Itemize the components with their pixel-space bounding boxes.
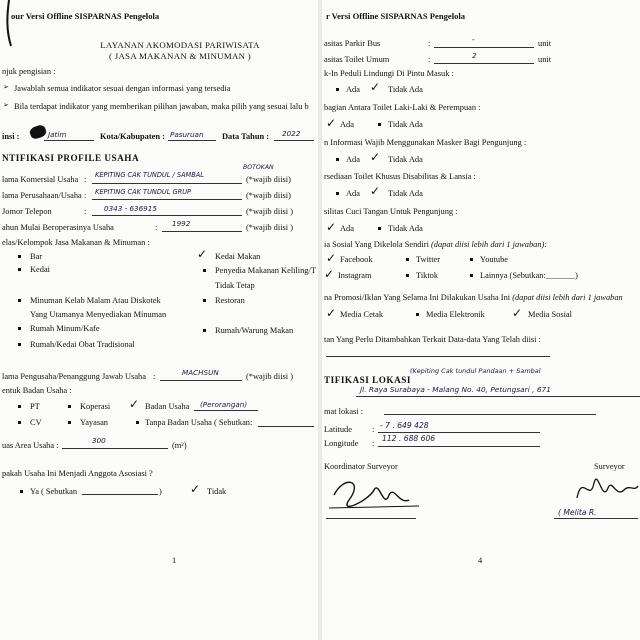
sosmed-label: ia Sosial Yang Dikelola Sendiri (dapat diisi lebih dari 1 jawaban): <box>324 240 548 249</box>
q4-tidak-ada[interactable]: Tidak Ada <box>388 189 423 198</box>
q4-ada[interactable]: Ada <box>346 189 360 198</box>
required-note: (*wajib diisi ) <box>246 372 293 381</box>
koordinator-signature <box>324 470 424 520</box>
option-tiktok[interactable]: Tiktok <box>416 271 439 280</box>
q5-ada[interactable]: Ada <box>340 224 354 233</box>
option-badan-usaha[interactable]: Badan Usaha <box>145 402 190 411</box>
check-mark-icon: ✓ <box>326 116 337 130</box>
kabupaten-underline <box>168 140 216 141</box>
owner-label: lama Pengusaha/Penanggung Jawab Usaha <box>2 372 146 381</box>
option-koperasi[interactable]: Koperasi <box>80 402 111 411</box>
company-name-label: lama Perusahaan/Usaha <box>2 191 82 200</box>
q5-tidak-ada[interactable]: Tidak Ada <box>388 224 423 233</box>
toilet-label: asitas Toilet Umum <box>324 55 390 64</box>
check-mark-icon: ✓ <box>197 247 208 261</box>
company-name-underline <box>92 199 242 200</box>
option-instagram[interactable]: Instagram <box>338 271 372 280</box>
question-peduli-lindungi: k-In Peduli Lindungi Di Pintu Masuk : <box>324 69 454 78</box>
option-bar[interactable]: Bar <box>30 252 43 261</box>
commercial-name-underline <box>92 183 242 184</box>
option-obat-tradisional[interactable]: Rumah/Kedai Obat Tradisional <box>30 340 135 349</box>
instructions-label: njuk pengisian : <box>2 67 56 76</box>
extra-notes-line <box>326 356 550 357</box>
longitude-value: 112 . 688 606 <box>382 434 436 443</box>
check-mark-icon: ✓ <box>370 150 381 164</box>
promo-label: na Promosi/Iklan Yang Selama Ini Dilakukan Usaha Ini (dapat diisi lebih dari 1 jawaban <box>324 293 623 302</box>
parkir-value: - <box>472 35 475 44</box>
question-cuci-tangan: silitas Cuci Tangan Untuk Pengunjung : <box>324 207 458 216</box>
year-label: Data Tahun : <box>222 132 270 141</box>
option-restoran[interactable]: Restoran <box>215 296 245 305</box>
company-name-value: KEPITING CAK TUNDUL GRUP <box>95 188 192 196</box>
area-label: uas Area Usaha : <box>2 441 59 450</box>
toilet-value: 2 <box>472 51 477 60</box>
association-question: pakah Usaha Ini Menjadi Anggota Asosiasi ? <box>2 469 153 478</box>
form-subtitle: ( JASA MAKANAN & MINUMAN ) <box>109 51 251 61</box>
check-mark-icon: ✓ <box>370 184 381 198</box>
form-title: LAYANAN AKOMODASI PARIWISATA <box>100 40 260 50</box>
tanpa-badan-underline <box>258 426 314 427</box>
instruction-2: Bila terdapat indikator yang memberikan pilihan jawaban, maka pilih yang sesuai lalu b <box>14 102 309 111</box>
option-cv[interactable]: CV <box>30 418 42 427</box>
surveyor-line <box>554 518 638 519</box>
class-label: elas/Kelompok Jasa Makanan & Minuman : <box>2 238 150 247</box>
option-rumah-minum[interactable]: Rumah Minum/Kafe <box>30 324 100 333</box>
alamat-label: mat lokasi : <box>324 407 364 416</box>
check-mark-icon: ✓ <box>512 306 523 320</box>
option-keliling-2: Tidak Tetap <box>215 281 255 290</box>
area-unit: (m²) <box>172 441 187 450</box>
toilet-underline <box>434 63 534 64</box>
option-media-elektronik[interactable]: Media Elektronik <box>426 310 485 319</box>
surveyor-signature <box>572 468 640 508</box>
check-mark-icon: ✓ <box>324 267 335 281</box>
option-tidak[interactable]: Tidak <box>207 487 227 496</box>
address-value: Jl. Raya Surabaya - Malang No. 40, Petungsari , 671 <box>360 385 551 394</box>
option-kedai-makan[interactable]: Kedai Makan <box>215 252 261 261</box>
toilet-unit: unit <box>538 55 552 64</box>
check-mark-icon: ✓ <box>326 220 337 234</box>
q1-ada[interactable]: Ada <box>346 85 360 94</box>
q1-tidak-ada[interactable]: Tidak Ada <box>388 85 423 94</box>
kabupaten-value: Pasuruan <box>170 130 204 139</box>
phone-underline <box>92 215 242 216</box>
phone-value: 0343 - 636915 <box>104 204 157 213</box>
commercial-name-value: KEPITING CAK TUNDUL / SAMBAL <box>95 171 204 179</box>
owner-value: MACHSUN <box>182 368 219 377</box>
year-started-value: 1992 <box>172 219 191 228</box>
arrow-bullet-icon: ➢ <box>3 83 9 91</box>
address-underline <box>356 396 640 397</box>
badan-usaha-underline <box>194 410 258 411</box>
check-mark-icon: ✓ <box>370 80 381 94</box>
surveyor-label: Surveyor <box>594 462 625 471</box>
parkir-label: asitas Parkir Bus <box>324 39 381 48</box>
question-disabilitas: rsediaan Toilet Khusus Disabilitas & Lansia : <box>324 172 476 181</box>
lokasi-handwritten: (Kepiting Cak tundul Pandaan + Sambal <box>410 367 541 375</box>
check-mark-icon: ✓ <box>326 251 337 265</box>
page-header: r Versi Offline SISPARNAS Pengelola <box>326 11 466 21</box>
alamat-underline <box>384 414 596 415</box>
option-kedai[interactable]: Kedai <box>30 265 50 274</box>
check-mark-icon: ✓ <box>190 482 201 496</box>
question-masker: n Informasi Wajib Menggunakan Masker Bagi Pengunjung : <box>324 138 527 147</box>
option-media-sosial[interactable]: Media Sosial <box>528 310 572 319</box>
required-note: (*wajib diisi) <box>246 191 291 200</box>
option-lainnya[interactable]: Lainnya (Sebutkan:_______) <box>480 271 578 280</box>
association-underline <box>82 494 158 495</box>
year-underline <box>274 140 314 141</box>
option-ya[interactable]: Ya ( Sebutkan <box>30 487 78 496</box>
option-tanpa-badan[interactable]: Tanpa Badan Usaha ( Sebutkan: <box>145 418 253 427</box>
year-value: 2022 <box>282 129 301 138</box>
q2-tidak-ada[interactable]: Tidak Ada <box>388 120 423 129</box>
form-page-1: our Versi Offline SISPARNAS Pengelola LAYANAN AKOMODASI PARIWISATA ( JASA MAKANAN & MINUMAN ) njuk pengisian : ➢ Jawablah semua indikator sesuai dengan informasi yang tersedia ➢ Bila terdapat indikator yang memberikan pilihan jawaban, maka pilih yang sesuai lalu b insi : Jatim Kota/Kabupaten : Pasuruan Data Tahun : 2022 NTIFIKASI PROFILE USAHA lama Komersial Usaha : KEPITING CAK TUNDUL / SAMBAL BOTOKAN (*wajib diisi) lama Perusahaan/Usaha : KEPITING CAK TUNDUL GRUP (*wajib diisi) Jomor Telepon : 0343 - 636915 (*wajib diisi ) ahun Mulai Beroperasinya Usaha : 1992 (*wajib diisi ) elas/Kelompok Jasa Makanan & Minuman : Bar ✓ Kedai Makan Kedai Penyedia Makanan Keliling/T Tidak Tetap Minuman Kelab Malam Atau Diskotek Yang Utamanya Menyediakan Minuman Restoran Rumah Minum/Kafe Rumah/Warung Makan Rumah/Kedai Obat Tradisional lama Pengusaha/Penanggung Jawab Usaha : MACHSUN (*wajib diisi ) entuk Badan Usaha : PT Koperasi ✓ Badan Usaha (Perorangan) CV Yayasan Tanpa Badan Usaha ( Sebutkan: uas Area Usaha : 300 (m²) pakah Usaha Ini Menjadi Anggota Asosiasi ? Ya ( Sebutkan ) ✓ Tidak 1 <box>0 0 318 640</box>
question-toilet-separation: bagian Antara Toilet Laki-Laki & Perempuan : <box>324 103 481 112</box>
commercial-name-extra: BOTOKAN <box>243 164 274 171</box>
page-number: 4 <box>478 556 483 565</box>
form-page-4: r Versi Offline SISPARNAS Pengelola asitas Parkir Bus : - unit asitas Toilet Umum : 2 unit k-In Peduli Lindungi Di Pintu Masuk : Ada ✓ Tidak Ada bagian Antara Toilet Laki-Laki & Perempuan : ✓ Ada Tidak Ada n Informasi Wajib Menggunakan Masker Bagi Pengunjung : Ada ✓ Tidak Ada rsediaan Toilet Khusus Disabilitas & Lansia : Ada ✓ Tidak Ada silitas Cuci Tangan Untuk Pengunjung : ✓ Ada Tidak Ada ia Sosial Yang Dikelola Sendiri (dapat diisi lebih dari 1 jawaban): ✓ Facebook Twitter Youtube ✓ Instagram Tiktok Lainnya (Sebutkan:_______) na Promosi/Iklan Yang Selama Ini Dilakukan Usaha Ini (dapat diisi lebih dari 1 jawaban ✓ Media Cetak Media Elektronik ✓ Media Sosial tan Yang Perlu Ditambahkan Terkait Data-data Yang Telah diisi : TIFIKASI LOKASI (Kepiting Cak tundul Pandaan + Sambal Jl. Raya Surabaya - Malang No. 40, Petungsari , 671 mat lokasi : Latitude : - 7 . 649 428 Longitude : 112 . 688 606 Koordinator Surveyor Surveyor ( Melita R. 4 <box>322 0 640 640</box>
required-note: (*wajib diisi ) <box>246 223 293 232</box>
q3-ada[interactable]: Ada <box>346 155 360 164</box>
longitude-underline <box>378 446 540 447</box>
area-underline <box>62 448 168 449</box>
check-mark-icon: ✓ <box>326 306 337 320</box>
province-label: insi : <box>2 132 20 141</box>
area-value: 300 <box>92 436 106 445</box>
extra-notes-label: tan Yang Perlu Ditambahkan Terkait Data-data Yang Telah diisi : <box>324 335 541 344</box>
option-media-cetak[interactable]: Media Cetak <box>340 310 384 319</box>
parkir-underline <box>434 47 534 48</box>
section-profile-title: NTIFIKASI PROFILE USAHA <box>2 153 140 163</box>
required-note: (*wajib diisi ) <box>246 207 293 216</box>
owner-underline <box>160 380 242 381</box>
q2-ada[interactable]: Ada <box>340 120 354 129</box>
required-note: (*wajib diisi) <box>246 175 291 184</box>
option-rumah-warung[interactable]: Rumah/Warung Makan <box>215 326 294 335</box>
check-mark-icon: ✓ <box>129 397 140 411</box>
option-twitter[interactable]: Twitter <box>416 255 441 264</box>
ink-blot-icon <box>28 124 47 141</box>
option-youtube[interactable]: Youtube <box>480 255 509 264</box>
province-value: Jatim <box>48 130 67 139</box>
pen-mark-icon <box>2 0 16 48</box>
province-underline <box>44 140 94 141</box>
phone-label: Jomor Telepon <box>2 207 52 216</box>
section-lokasi-title: TIFIKASI LOKASI <box>324 375 411 385</box>
q3-tidak-ada[interactable]: Tidak Ada <box>388 155 423 164</box>
page-number: 1 <box>172 556 177 565</box>
option-keliling[interactable]: Penyedia Makanan Keliling/T <box>215 266 316 275</box>
badan-usaha-handwritten: (Perorangan) <box>200 400 248 409</box>
option-pt[interactable]: PT <box>30 402 40 411</box>
commercial-name-label: lama Komersial Usaha <box>2 175 79 184</box>
year-started-underline <box>162 231 242 232</box>
longitude-label: Longitude <box>324 439 359 448</box>
year-started-label: ahun Mulai Beroperasinya Usaha <box>2 223 114 232</box>
latitude-value: - 7 . 649 428 <box>380 421 429 430</box>
parkir-unit: unit <box>538 39 552 48</box>
arrow-bullet-icon: ➢ <box>3 101 9 109</box>
surveyor-name: ( Melita R. <box>558 508 597 517</box>
koordinator-label: Koordinator Surveyor <box>324 462 398 471</box>
option-yayasan[interactable]: Yayasan <box>80 418 108 427</box>
option-minuman[interactable]: Minuman Kelab Malam Atau Diskotek <box>30 296 161 305</box>
latitude-label: Latitude <box>324 425 352 434</box>
option-facebook[interactable]: Facebook <box>340 255 373 264</box>
instruction-1: Jawablah semua indikator sesuai dengan informasi yang tersedia <box>14 84 231 93</box>
option-minuman-2: Yang Utamanya Menyediakan Minuman <box>30 310 167 319</box>
page-header: our Versi Offline SISPARNAS Pengelola <box>11 11 160 21</box>
kabupaten-label: Kota/Kabupaten : <box>100 132 165 141</box>
koordinator-line <box>326 518 416 519</box>
badan-usaha-label: entuk Badan Usaha : <box>2 386 72 395</box>
latitude-underline <box>378 432 540 433</box>
